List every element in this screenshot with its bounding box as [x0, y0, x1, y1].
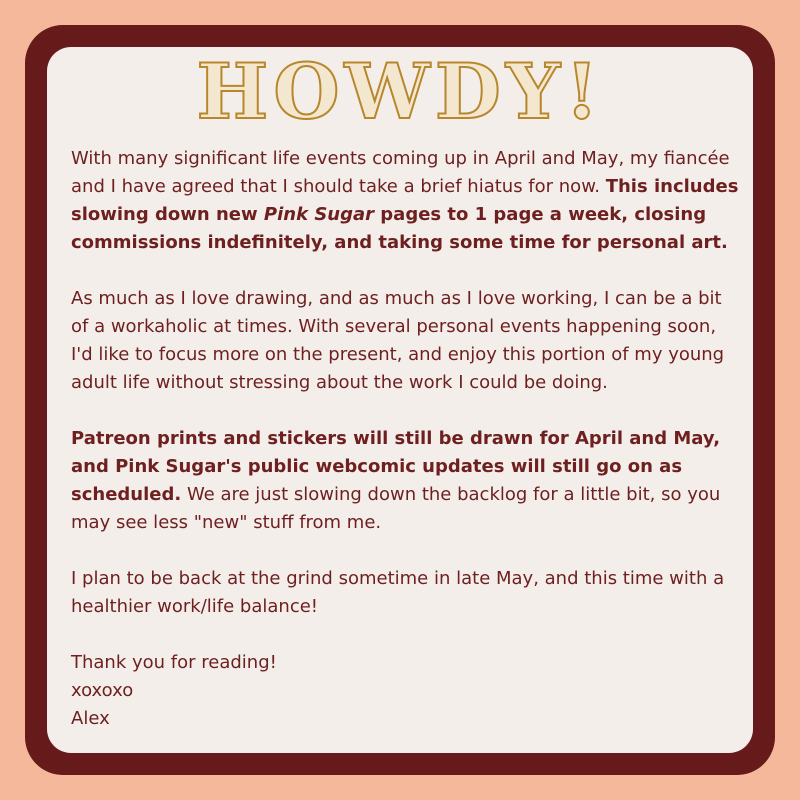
paragraph-workaholic: As much as I love drawing, and as much as I love working, I can be a bit of a workaholic at times. With several personal events happening soon, I'd like to focus more on the present, and enjoy this portion of my young adult life without stressing about the work I could be doing.	[71, 288, 725, 393]
note-body	[71, 145, 739, 733]
paragraph-gap	[71, 537, 739, 565]
hiatus-bold-start: This includes slowing down new	[71, 176, 739, 225]
signature: Alex	[71, 708, 110, 729]
paragraph-gap	[71, 621, 739, 649]
closing-xoxo: xoxoxo	[71, 680, 134, 701]
comic-title: Pink Sugar	[263, 204, 375, 225]
paragraph-patreon	[71, 425, 739, 537]
closing-thanks: Thank you for reading!	[71, 652, 277, 673]
hiatus-text: With many significant life events coming up in April and May, my fiancée and I have agreed that I should take a brief hiatus for now.	[71, 148, 730, 197]
paragraph-gap	[71, 257, 739, 285]
paragraph-gap	[71, 397, 739, 425]
page-title: HOWDY!	[196, 47, 604, 136]
paragraph-hiatus	[71, 145, 739, 257]
hiatus-bold-end: pages to 1 page a week, closing commissions indefinitely, and taking some time for personal art.	[71, 204, 728, 253]
patreon-text: We are just slowing down the backlog for a little bit, so you may see less "new" stuff from me.	[71, 484, 721, 533]
paragraph-return: I plan to be back at the grind sometime in late May, and this time with a healthier work/life balance!	[71, 568, 725, 617]
patreon-bold: Patreon prints and stickers will still be drawn for April and May, and Pink Sugar's public webcomic updates will still go on as scheduled.	[71, 428, 721, 505]
